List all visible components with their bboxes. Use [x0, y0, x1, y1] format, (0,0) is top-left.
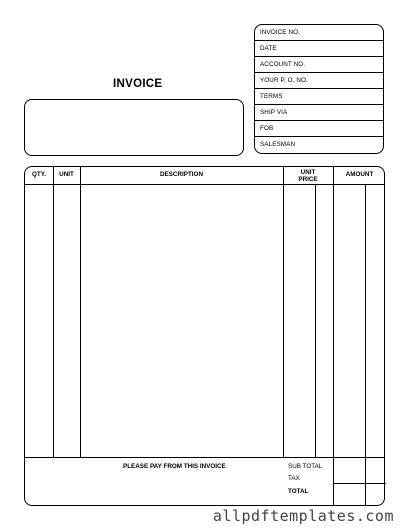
po-no-label: YOUR P. O. NO. [260, 77, 308, 84]
terms-field[interactable] [255, 89, 383, 105]
pay-note: PLEASE PAY FROM THIS INVOICE [123, 463, 226, 470]
unit-price-header-line1: UNIT [300, 169, 316, 176]
fob-label: FOB [260, 125, 274, 132]
invoice-title: INVOICE [113, 78, 163, 90]
unit-header: UNIT [59, 171, 74, 178]
amount-header: AMOUNT [345, 171, 374, 178]
total-amount-field[interactable] [334, 484, 386, 505]
terms-label: TERMS [260, 93, 283, 100]
cents-divider [365, 184, 366, 505]
total-label: TOTAL [288, 488, 309, 495]
unit-price-header-line2: PRICE [298, 176, 318, 183]
tax-label: TAX [288, 475, 300, 482]
po-no-field[interactable] [255, 73, 383, 89]
date-field[interactable] [255, 41, 383, 57]
column-divider [53, 167, 54, 457]
subtotal-amount-field[interactable] [334, 458, 386, 482]
bill-to-box[interactable] [24, 99, 244, 156]
salesman-label: SALESMAN [260, 141, 296, 148]
fob-field[interactable] [255, 121, 383, 137]
salesman-field[interactable] [255, 137, 383, 153]
column-divider [80, 167, 81, 457]
account-no-field[interactable] [255, 57, 383, 73]
subtotal-label: SUB TOTAL [288, 463, 323, 470]
account-no-label: ACCOUNT NO. [260, 61, 306, 68]
ship-via-field[interactable] [255, 105, 383, 121]
ship-via-label: SHIP VIA [260, 109, 288, 116]
footer-divider [25, 457, 384, 458]
description-header: DESCRIPTION [159, 171, 204, 178]
invoice-info-box [254, 24, 384, 154]
invoice-no-field[interactable] [255, 25, 383, 41]
line-items-table [24, 166, 385, 506]
watermark-text: allpdftemplates.com [212, 507, 394, 525]
invoice-no-label: INVOICE NO. [260, 29, 300, 36]
cents-divider [315, 184, 316, 457]
header-divider [25, 184, 384, 185]
unit-price-header [283, 169, 333, 183]
column-divider [283, 167, 284, 457]
date-label: DATE [260, 45, 277, 52]
qty-header: QTY. [32, 171, 46, 178]
column-divider [333, 167, 334, 505]
